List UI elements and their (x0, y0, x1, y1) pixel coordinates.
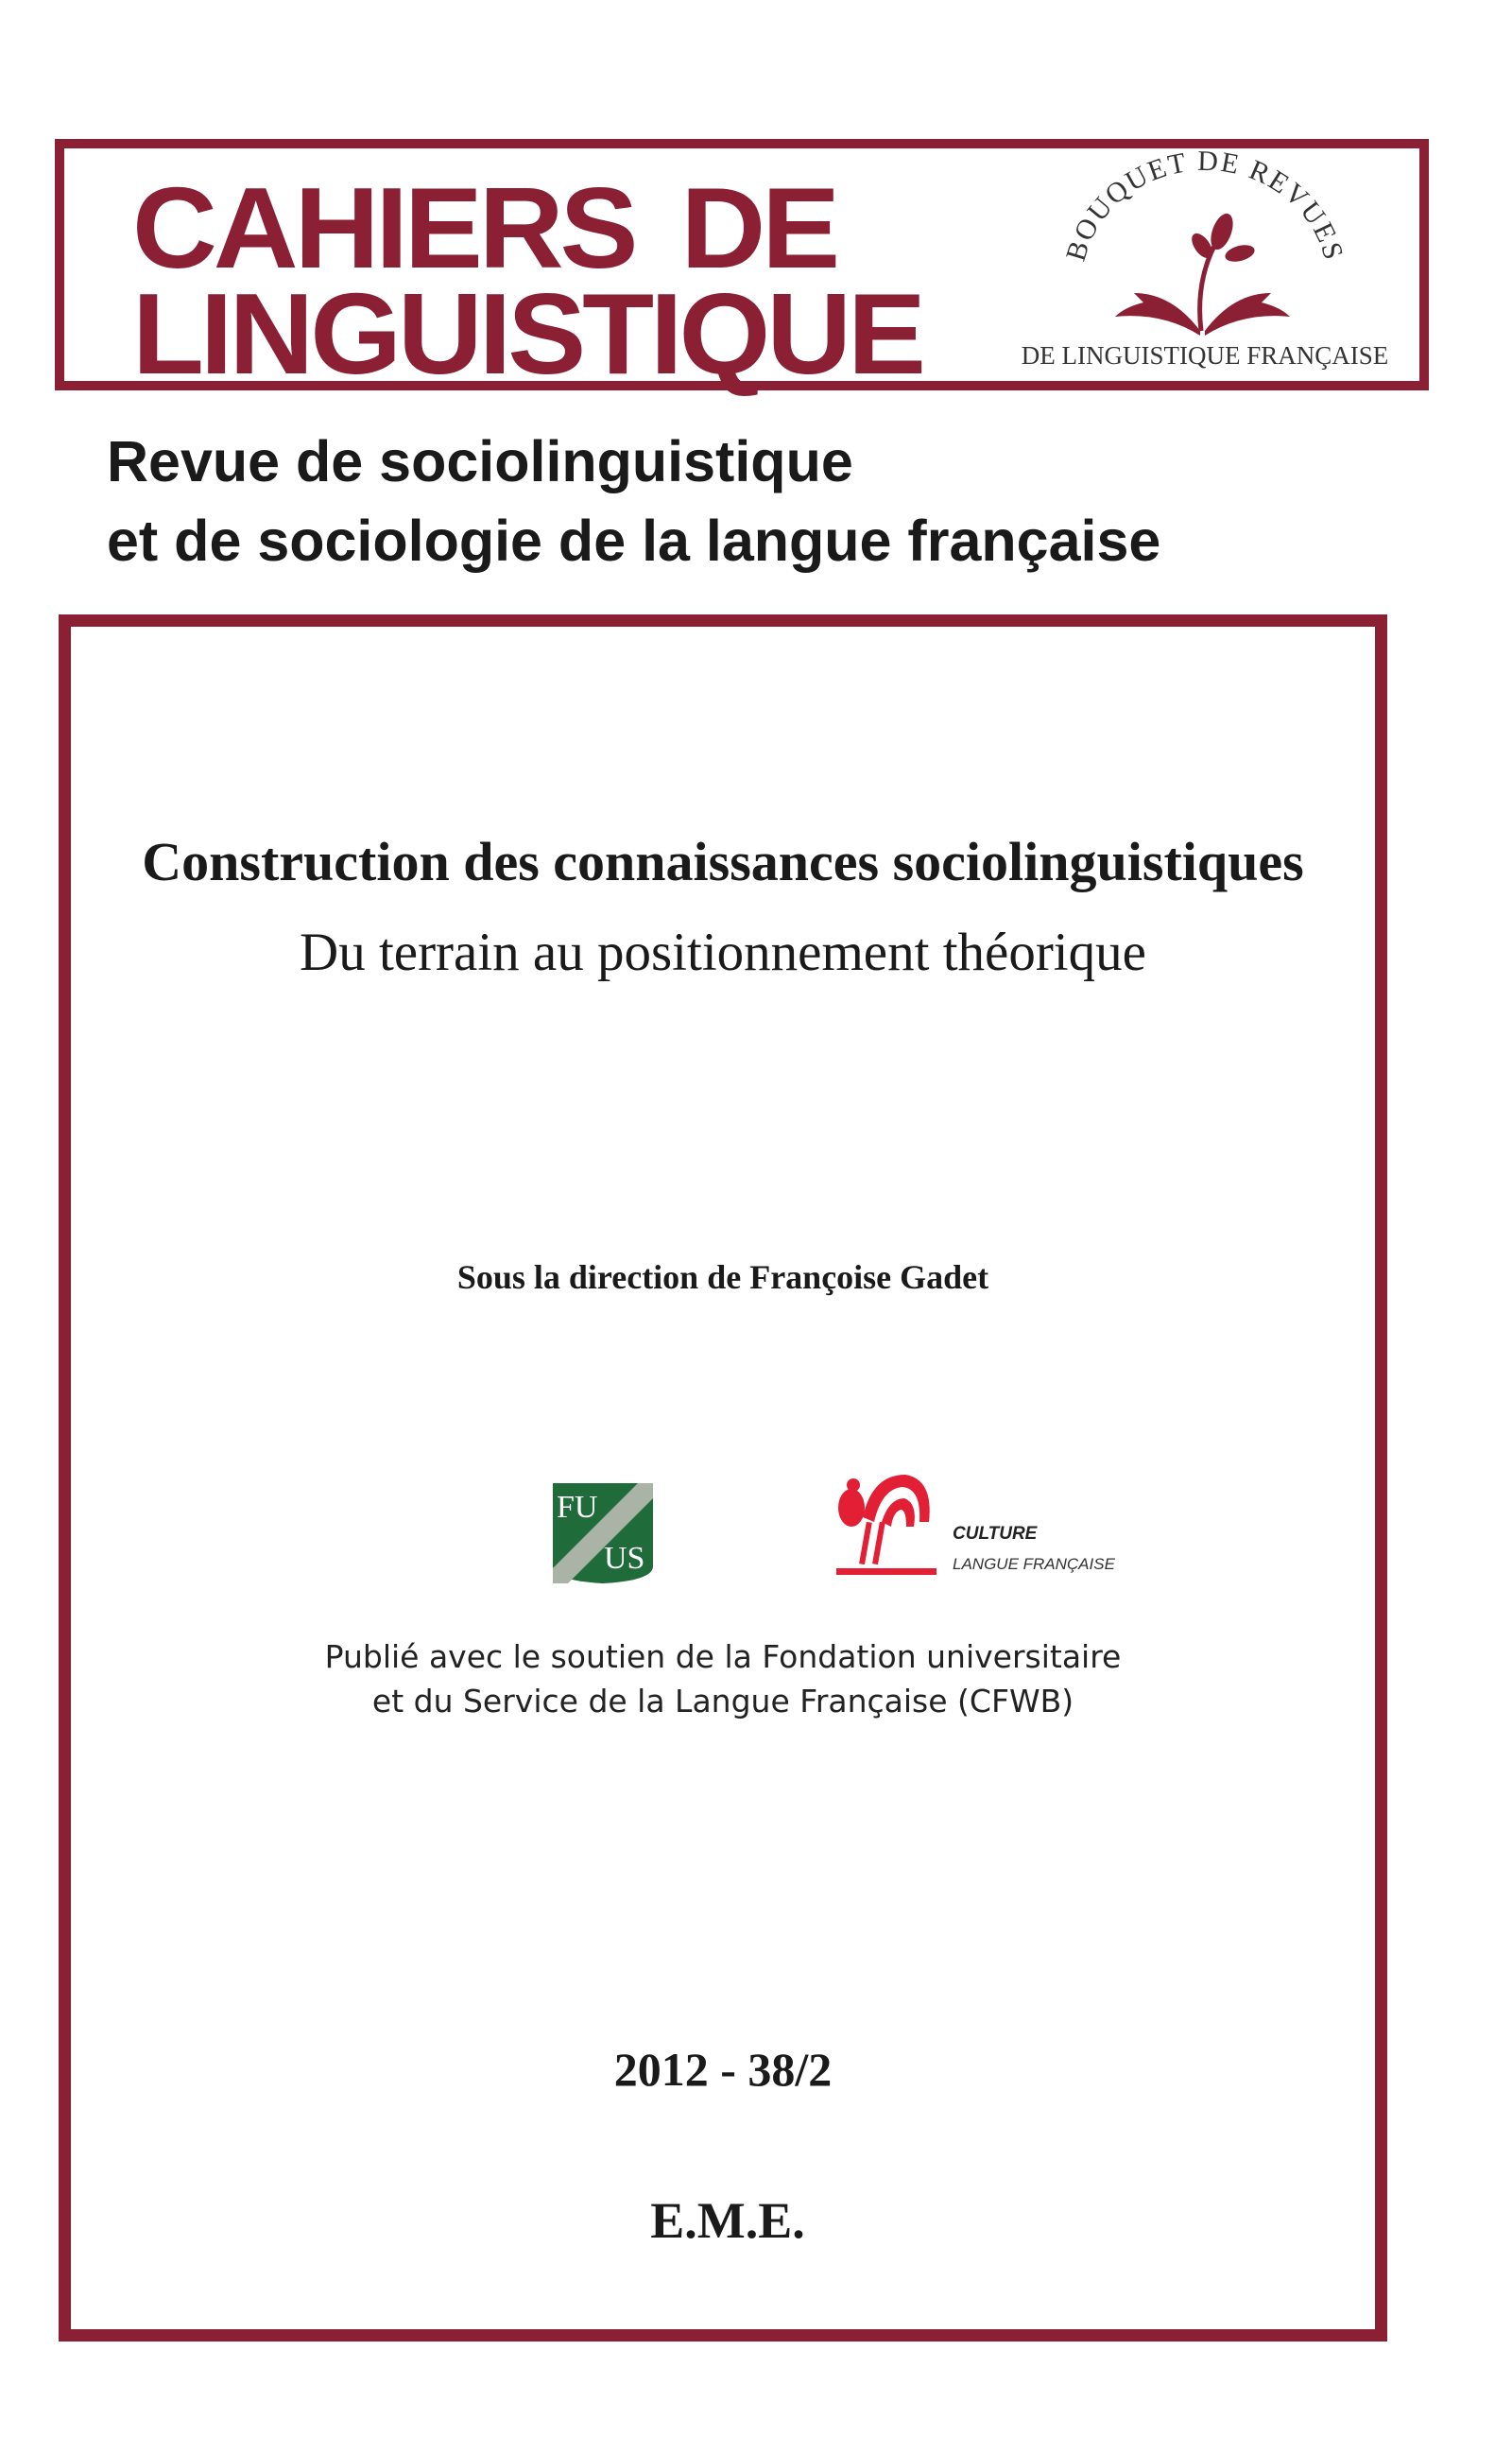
culture-label: CULTURE (953, 1524, 1038, 1544)
bouquet-bottom-text: DE LINGUISTIQUE FRANÇAISE (1021, 341, 1389, 370)
rooster-logo-icon (834, 1470, 938, 1579)
publisher: E.M.E. (650, 2192, 805, 2249)
issue-title: Construction des connaissances sociolinguistiques (142, 831, 1304, 892)
book-plant-icon (1115, 211, 1290, 336)
support-text-line2: et du Service de la Langue Française (CFWB) (371, 1683, 1074, 1720)
support-text-line1: Publié avec le soutien de la Fondation universitaire (324, 1638, 1122, 1675)
fuus-top-text: FU (557, 1490, 598, 1525)
bouquet-logo (992, 151, 1418, 378)
bouquet-arc-text: BOUQUET DE REVUES (1059, 151, 1350, 265)
issue-subtitle: Du terrain au positionnement théorique (300, 923, 1146, 982)
fuus-bottom-text: US (604, 1541, 645, 1576)
journal-title-line2: LINGUISTIQUE (132, 269, 922, 398)
journal-title-line1: CAHIERS DE (132, 164, 837, 292)
journal-subtitle-line2: et de sociologie de la langue française (107, 509, 1161, 573)
issue-number: 2012 - 38/2 (613, 2043, 833, 2096)
fuus-logo (551, 1481, 655, 1585)
langue-francaise-label: LANGUE FRANÇAISE (953, 1555, 1115, 1573)
issue-director: Sous la direction de Françoise Gadet (456, 1258, 989, 1296)
journal-subtitle-line1: Revue de sociolinguistique (107, 429, 853, 493)
